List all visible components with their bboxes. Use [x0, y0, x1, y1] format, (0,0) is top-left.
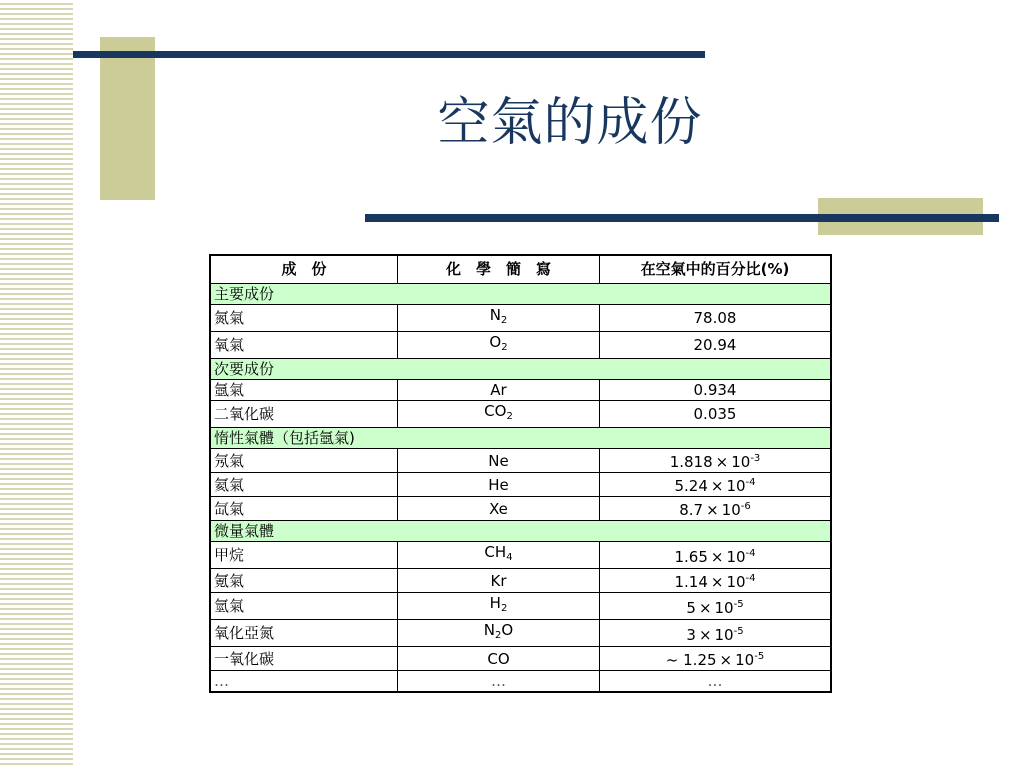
power-base: 10 [726, 573, 746, 591]
power-base: 10 [714, 625, 734, 644]
formula-element: Xe [489, 499, 508, 518]
multiply-sign: × [715, 453, 729, 471]
multiply-sign: × [706, 501, 719, 519]
formula-subscript: 4 [506, 552, 513, 563]
formula-element: … [491, 672, 506, 690]
formula-element: He [488, 475, 509, 494]
exponent: -4 [745, 477, 756, 488]
decorative-rule-bottom [365, 214, 999, 222]
formula-element: N [483, 621, 496, 639]
percentage-value [600, 497, 832, 521]
chemical-formula [398, 497, 600, 521]
percentage-base: 3 [686, 625, 696, 644]
power-base: 10 [726, 547, 746, 566]
group-label: 微量氣體 [210, 521, 831, 542]
component-name: 氧化亞氮 [210, 620, 398, 647]
percentage-base: … [707, 672, 723, 690]
percentage-base: 8.7 [679, 501, 704, 519]
component-name: … [210, 671, 398, 693]
percentage-value [600, 401, 832, 428]
component-name: 氧氣 [210, 332, 398, 359]
exponent: -5 [733, 625, 744, 637]
power-base: 10 [721, 501, 741, 519]
component-name: 氫氣 [210, 593, 398, 620]
percentage-base: 5.24 [674, 477, 708, 495]
table-row [210, 305, 831, 332]
chemical-formula [398, 671, 600, 693]
table-row [210, 497, 831, 521]
group-label: 惰性氣體（包括氬氣) [210, 428, 831, 449]
percentage-value [600, 473, 832, 497]
group-row [210, 359, 831, 380]
exponent: -3 [750, 453, 761, 464]
chemical-formula [398, 332, 600, 359]
chemical-formula [398, 542, 600, 569]
percentage-value [600, 305, 832, 332]
power-base: 10 [726, 477, 746, 495]
formula-element: O [501, 621, 514, 639]
chemical-formula [398, 620, 600, 647]
exponent: -4 [745, 547, 756, 559]
component-name: 氖氣 [210, 449, 398, 473]
percentage-base: ~ 1.25 [665, 651, 717, 669]
percentage-value [600, 332, 832, 359]
table-row [210, 473, 831, 497]
table-row [210, 332, 831, 359]
percentage-value [600, 449, 832, 473]
percentage-value [600, 380, 832, 401]
power-base: 10 [735, 651, 755, 669]
formula-element: O [489, 333, 502, 351]
percentage-base: 78.08 [693, 309, 737, 327]
multiply-sign: × [698, 598, 712, 617]
exponent: -4 [745, 573, 756, 584]
component-name: 氪氣 [210, 569, 398, 593]
percentage-base: 5 [686, 598, 696, 617]
power-base: 10 [731, 453, 751, 471]
percentage-value [600, 542, 832, 569]
multiply-sign: × [710, 573, 724, 591]
chemical-formula [398, 473, 600, 497]
formula-element: CO [484, 402, 507, 420]
percentage-base: 0.934 [693, 381, 737, 399]
group-label: 主要成份 [210, 284, 831, 305]
formula-element: Ar [490, 381, 507, 399]
percentage-value [600, 671, 832, 693]
table-row [210, 449, 831, 473]
chemical-formula [398, 305, 600, 332]
decorative-tan-block-left [100, 37, 155, 200]
formula-element: H [489, 594, 501, 612]
group-row [210, 428, 831, 449]
percentage-base: 20.94 [693, 336, 737, 354]
table-body [210, 284, 831, 693]
exponent: -5 [754, 651, 765, 662]
percentage-base: 0.035 [693, 405, 737, 423]
chemical-formula [398, 449, 600, 473]
table-row [210, 671, 831, 693]
exponent: -6 [740, 501, 751, 512]
percentage-value [600, 620, 832, 647]
percentage-base: 1.14 [674, 573, 708, 591]
formula-element: CH [484, 543, 507, 561]
formula-element: Kr [490, 571, 507, 590]
formula-subscript: 2 [506, 411, 513, 422]
chemical-formula [398, 401, 600, 428]
header-chemical-formula: 化 學 簡 寫 [398, 255, 600, 284]
component-name: 甲烷 [210, 542, 398, 569]
formula-subscript: 2 [500, 315, 508, 326]
decorative-rule-top [73, 51, 705, 58]
percentage-base: 1.65 [674, 547, 708, 566]
air-composition-table [209, 254, 832, 693]
table-row [210, 620, 831, 647]
chemical-formula [398, 380, 600, 401]
component-name: 一氧化碳 [210, 647, 398, 671]
component-name: 氬氣 [210, 380, 398, 401]
header-percentage: 在空氣中的百分比(%) [600, 255, 832, 284]
table-row [210, 380, 831, 401]
formula-subscript: 2 [495, 630, 502, 641]
header-component: 成 份 [210, 255, 398, 284]
striped-left-margin [0, 0, 73, 768]
multiply-sign: × [719, 651, 733, 669]
multiply-sign: × [710, 547, 724, 566]
formula-subscript: 2 [500, 603, 508, 614]
percentage-value [600, 569, 832, 593]
percentage-value [600, 593, 832, 620]
table-header-row [210, 255, 831, 284]
component-name: 氮氣 [210, 305, 398, 332]
percentage-value [600, 647, 832, 671]
table-row [210, 569, 831, 593]
percentage-base: 1.818 [669, 453, 713, 471]
formula-element: Ne [488, 451, 509, 470]
table-row [210, 401, 831, 428]
formula-element: CO [487, 649, 510, 668]
multiply-sign: × [698, 625, 712, 644]
slide-title: 空氣的成份 [437, 93, 703, 153]
chemical-formula [398, 569, 600, 593]
table-row [210, 542, 831, 569]
group-row [210, 521, 831, 542]
component-name: 氦氣 [210, 473, 398, 497]
table-row [210, 593, 831, 620]
component-name: 氙氣 [210, 497, 398, 521]
chemical-formula [398, 647, 600, 671]
table-row [210, 647, 831, 671]
power-base: 10 [714, 598, 734, 617]
formula-subscript: 2 [501, 342, 508, 353]
chemical-formula [398, 593, 600, 620]
component-name: 二氧化碳 [210, 401, 398, 428]
group-row [210, 284, 831, 305]
group-label: 次要成份 [210, 359, 831, 380]
multiply-sign: × [710, 477, 724, 495]
exponent: -5 [733, 598, 744, 610]
formula-element: N [489, 306, 501, 324]
